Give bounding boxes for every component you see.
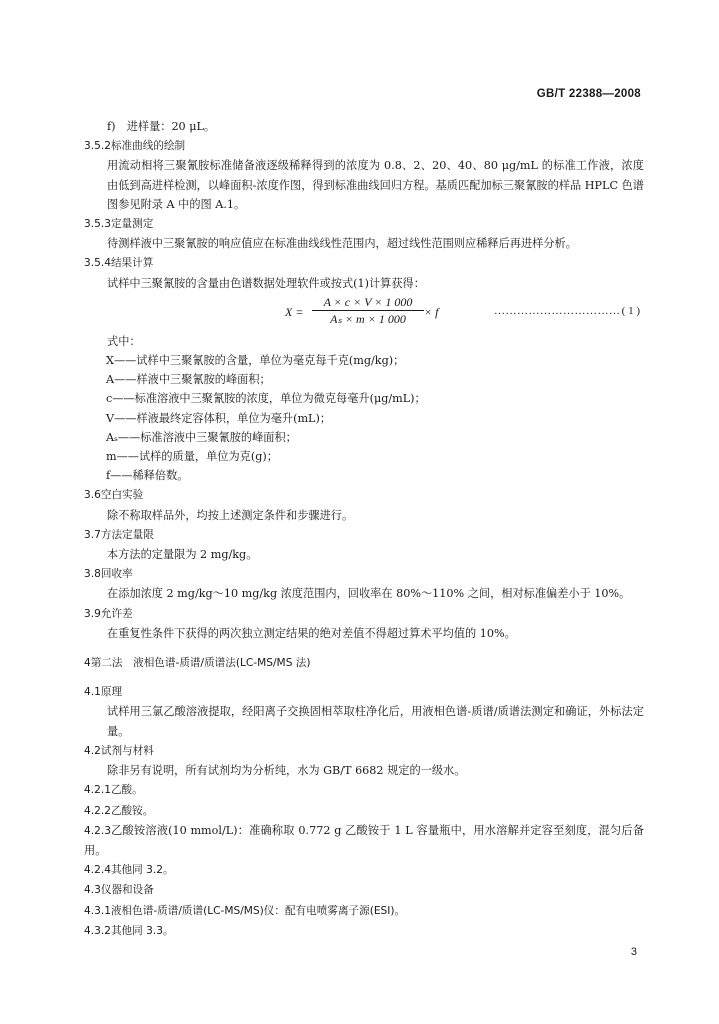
paragraph-text: 乙酸铵溶液(10 mmol/L)：准确称取 0.772 g 乙酸铵于 1 L 容量瓶中，用水溶解并定容至刻度，混匀后备用。 bbox=[84, 823, 644, 857]
paragraph-text: 在添加浓度 2 mg/kg～10 mg/kg 浓度范围内，回收率在 80%～110% 之间，相对标准偏差小于 10%。 bbox=[107, 587, 631, 601]
numbered-paragraph bbox=[84, 821, 644, 860]
section-number: 4.2.1 bbox=[84, 784, 111, 797]
paragraph-text: 待测样液中三聚氰胺的响应值应在标准曲线线性范围内，超过线性范围则应稀释后再进样分析。 bbox=[107, 237, 577, 251]
section-heading bbox=[84, 880, 644, 900]
variable-definition: Aₛ——标准溶液中三聚氰胺的峰面积； bbox=[106, 430, 297, 444]
section-title: 试剂与材料 bbox=[100, 744, 154, 757]
section-heading bbox=[84, 682, 644, 702]
paragraph-text: 在重复性条件下获得的两次独立测定结果的绝对差值不得超过算术平均值的 10%。 bbox=[107, 626, 516, 640]
section-heading bbox=[84, 214, 644, 234]
section-number: 4.2.4 bbox=[84, 864, 111, 877]
section-number: 4.1 bbox=[84, 686, 101, 699]
section-title: 仪器和设备 bbox=[100, 884, 154, 897]
section-title: 其他同 3.3。 bbox=[110, 924, 174, 937]
section-title: 结果计算 bbox=[110, 257, 154, 270]
section-title: 原理 bbox=[100, 686, 123, 699]
section-heading bbox=[84, 801, 644, 821]
formula-fraction bbox=[312, 294, 424, 327]
section-heading bbox=[84, 860, 644, 880]
standard-code-header: GB/T 22388—2008 bbox=[536, 88, 641, 100]
section-number: 4.3.1 bbox=[84, 904, 111, 917]
section-title: 定量测定 bbox=[110, 218, 154, 231]
formula-numerator: A × c × V × 1 000 bbox=[312, 294, 424, 311]
paragraph-text: 除不称取样品外，均按上述测定条件和步骤进行。 bbox=[107, 508, 354, 522]
section-number: 4.2.3 bbox=[84, 824, 111, 837]
section-number: 4 bbox=[84, 657, 91, 670]
section-title: 乙酸铵。 bbox=[110, 804, 154, 817]
section-heading bbox=[84, 653, 644, 673]
section-title: 乙酸。 bbox=[110, 784, 143, 797]
formula-rhs: × f bbox=[424, 304, 439, 319]
section-title: 空白实验 bbox=[100, 489, 144, 502]
formula-leader-dots: …………………………… bbox=[494, 304, 621, 317]
section-heading bbox=[84, 564, 644, 584]
section-heading bbox=[84, 921, 644, 941]
section-number: 4.3 bbox=[84, 884, 101, 897]
paragraph-text: 用流动相将三聚氰胺标准储备液逐级稀释得到的浓度为 0.8、2、20、40、80 μg/mL 的标准工作液，浓度由低到高进样检测，以峰面积-浓度作图，得到标准曲线回归方程。基质匹配加标三聚氰胺的样品 HPLC 色谱图参见附录 A 中的图 A.1。 bbox=[107, 159, 644, 211]
formula-number: ( 1 ) bbox=[621, 304, 640, 317]
variable-definition: f——稀释倍数。 bbox=[106, 469, 189, 483]
section-number: 3.5.3 bbox=[84, 218, 111, 231]
section-heading bbox=[84, 780, 644, 800]
formula-1 bbox=[84, 294, 644, 328]
variable-definition: m——试样的质量，单位为克(g)； bbox=[106, 450, 278, 464]
paragraph-text: 式中： bbox=[107, 334, 141, 348]
section-heading bbox=[84, 253, 644, 273]
variable-definition: A——样液中三聚氰胺的峰面积； bbox=[106, 373, 271, 387]
section-number: 3.6 bbox=[84, 489, 101, 502]
page-number: 3 bbox=[630, 946, 637, 958]
section-number: 4.3.2 bbox=[84, 924, 111, 937]
section-title: 方法定量限 bbox=[100, 528, 154, 541]
paragraph-text: 本方法的定量限为 2 mg/kg。 bbox=[107, 548, 258, 562]
section-number: 3.5.2 bbox=[84, 140, 111, 153]
section-number: 3.7 bbox=[84, 528, 101, 541]
variable-definition: V——样液最终定容体积，单位为毫升(mL)； bbox=[106, 411, 332, 425]
section-heading bbox=[84, 136, 644, 156]
paragraph-text: f) 进样量：20 μL。 bbox=[107, 120, 216, 133]
section-number: 3.5.4 bbox=[84, 257, 111, 270]
section-title: 第二法 液相色谱-质谱/质谱法(LC-MS/MS 法) bbox=[90, 657, 311, 670]
section-number: 3.9 bbox=[84, 607, 101, 620]
paragraph-text: 除非另有说明，所有试剂均为分析纯，水为 GB/T 6682 规定的一级水。 bbox=[107, 764, 466, 778]
section-number: 4.2 bbox=[84, 744, 101, 757]
paragraph-text: 试样中三聚氰胺的含量由色谱数据处理软件或按式(1)计算获得： bbox=[107, 276, 425, 290]
section-heading bbox=[84, 485, 644, 505]
formula-denominator: Aₛ × m × 1 000 bbox=[330, 311, 406, 326]
variable-definition: c——标准溶液中三聚氰胺的浓度，单位为微克每毫升(μg/mL)； bbox=[106, 392, 426, 406]
section-heading bbox=[84, 901, 644, 921]
section-number: 3.8 bbox=[84, 568, 101, 581]
paragraph-text: 试样用三氯乙酸溶液提取，经阳离子交换固相萃取柱净化后，用液相色谱-质谱/质谱法测定和确证，外标法定量。 bbox=[107, 705, 644, 738]
section-title: 液相色谱-质谱/质谱(LC-MS/MS)仪：配有电喷雾离子源(ESI)。 bbox=[110, 904, 406, 917]
section-number: 4.2.2 bbox=[84, 804, 111, 817]
formula-lhs: X = bbox=[285, 304, 304, 319]
section-title: 允许差 bbox=[100, 607, 133, 620]
section-heading bbox=[84, 741, 644, 761]
section-heading bbox=[84, 604, 644, 624]
section-title: 回收率 bbox=[100, 568, 133, 581]
section-title: 标准曲线的绘制 bbox=[110, 140, 186, 153]
section-heading bbox=[84, 525, 644, 545]
section-title: 其他同 3.2。 bbox=[110, 864, 174, 877]
variable-definition: X——试样中三聚氰胺的含量，单位为毫克每千克(mg/kg)； bbox=[106, 354, 405, 368]
document-body bbox=[84, 117, 644, 941]
